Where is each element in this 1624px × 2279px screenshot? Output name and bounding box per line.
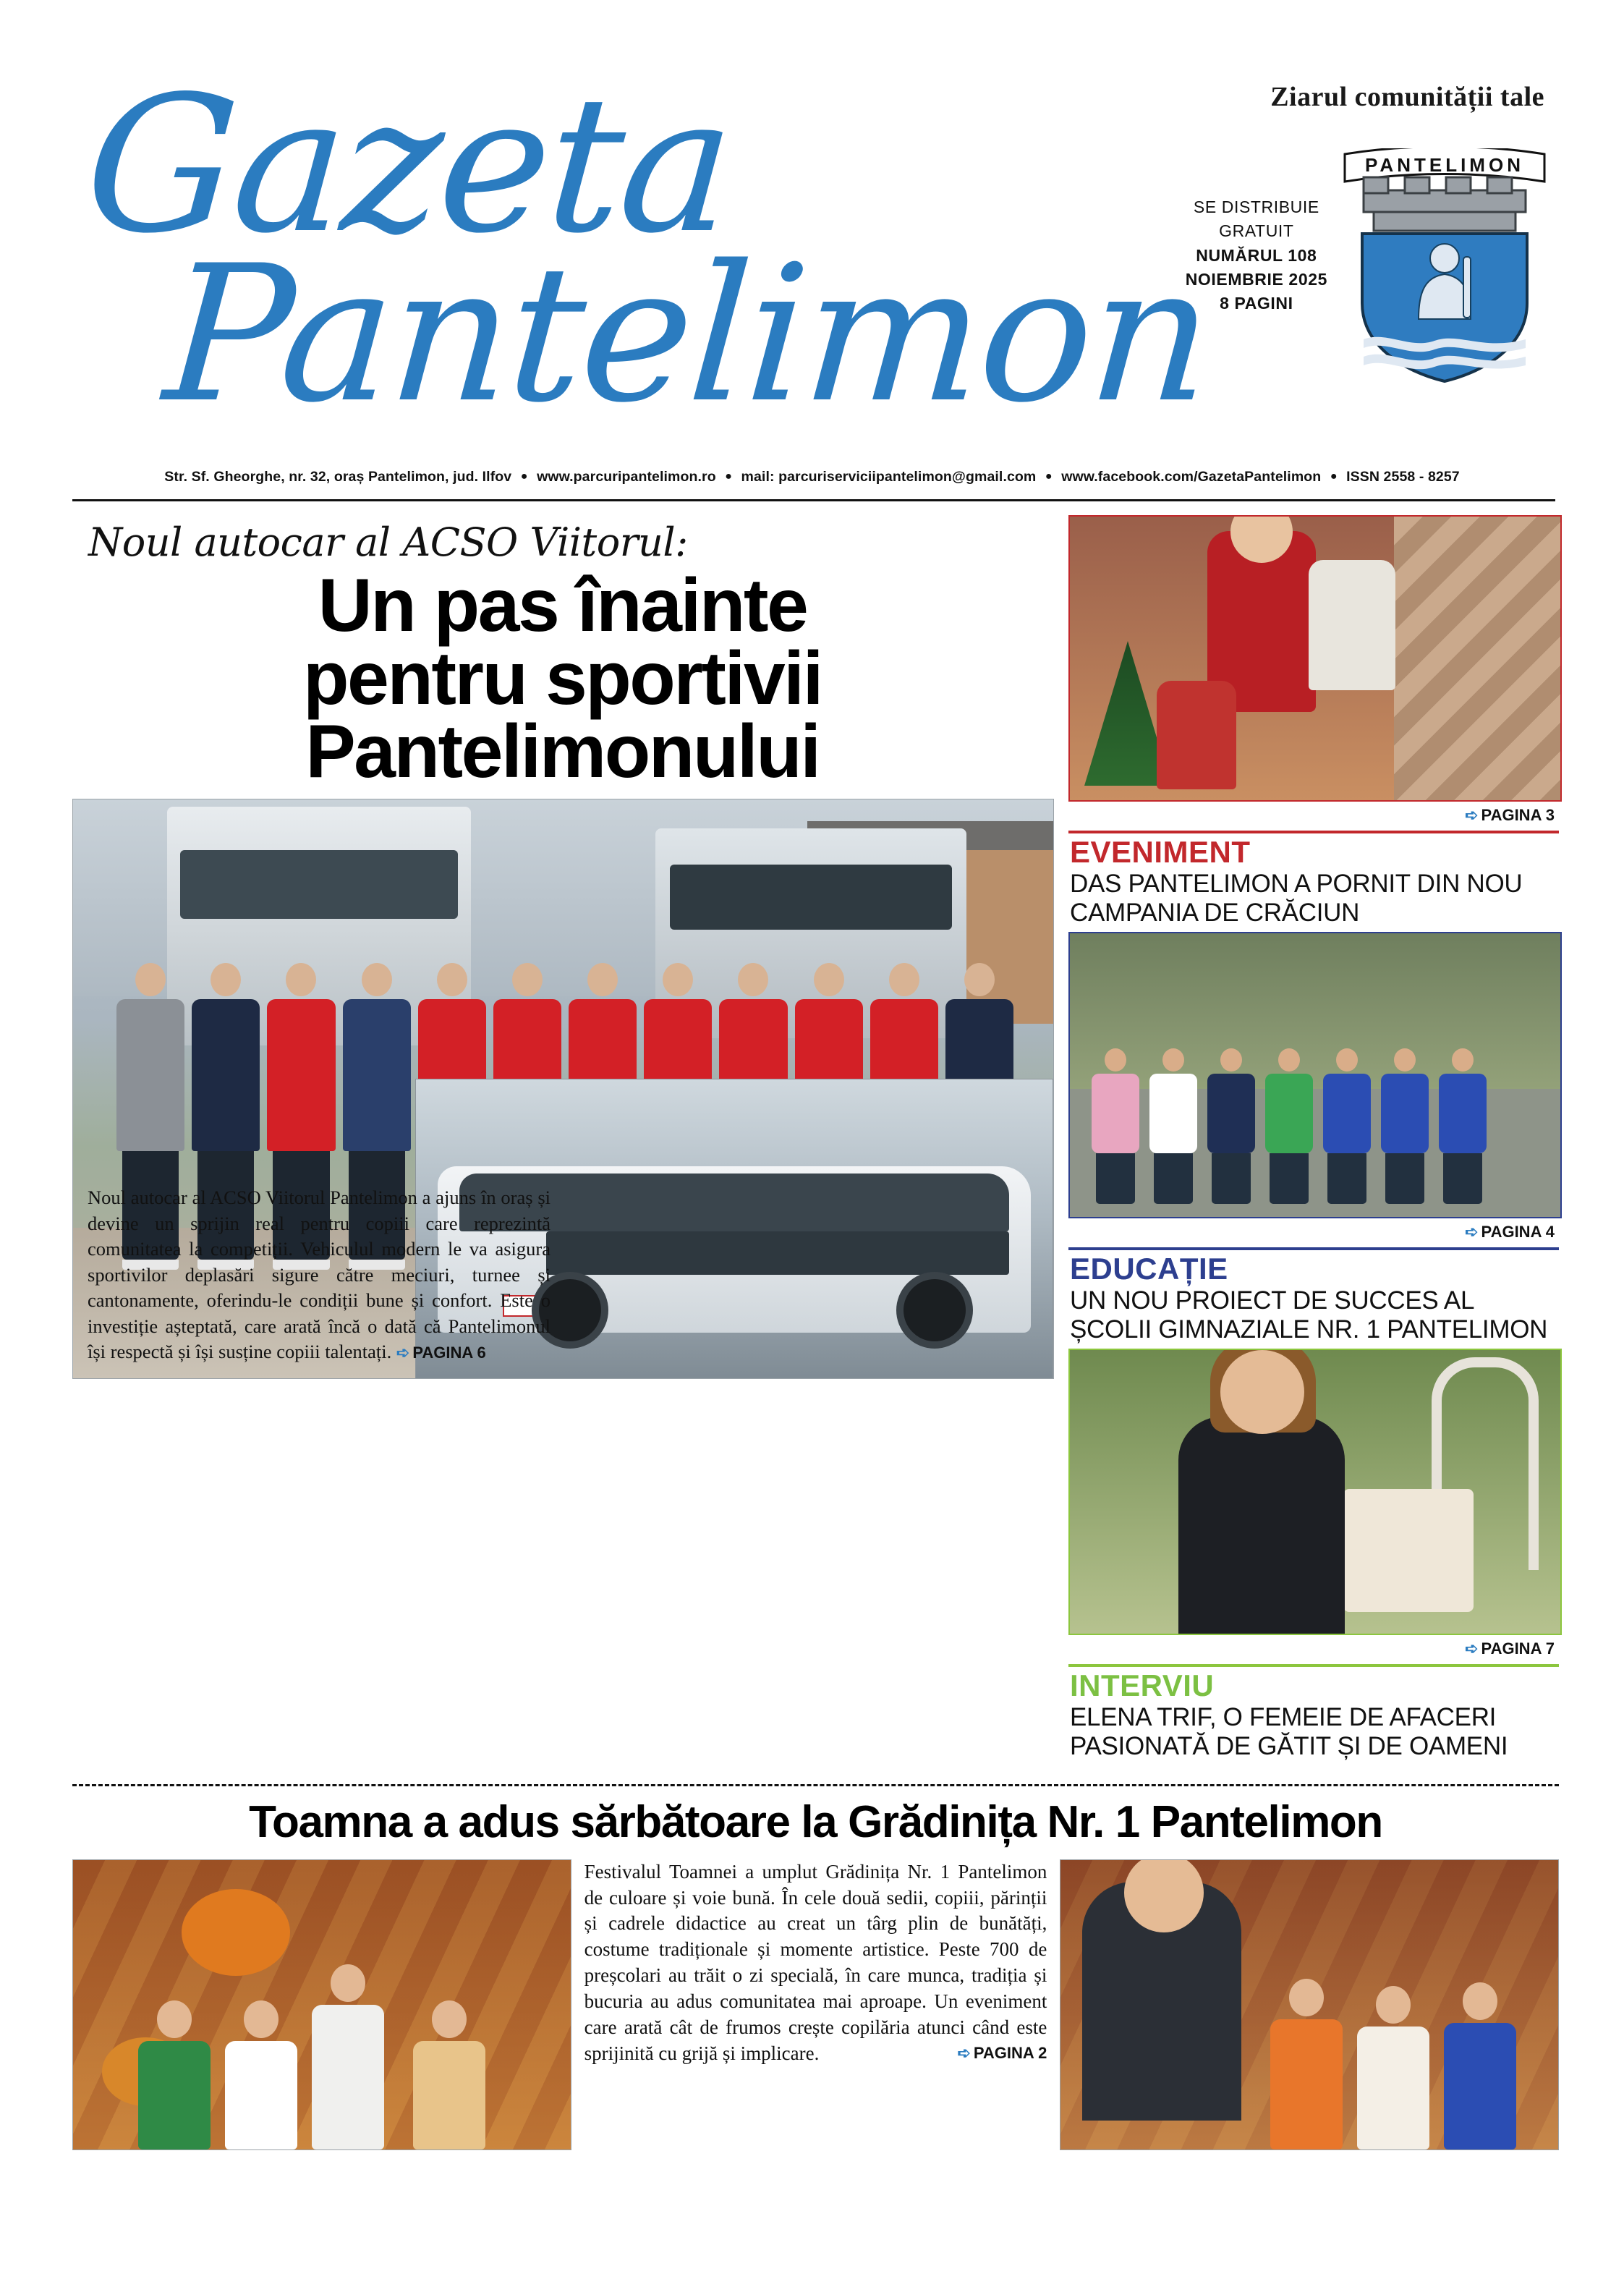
lead-page-ref[interactable]: ➪ PAGINA 6 xyxy=(396,1344,486,1362)
lead-headline-line-1: Un pas înainte xyxy=(318,564,807,648)
issue-number: NUMĂRUL 108 xyxy=(1196,245,1317,265)
teaser-1-page-ref[interactable]: ➪ PAGINA 3 xyxy=(1465,806,1555,824)
teaser-2-rule xyxy=(1068,1247,1559,1250)
teaser-interviu[interactable] xyxy=(1068,1349,1559,1761)
teaser-2-page-ref[interactable]: ➪ PAGINA 4 xyxy=(1465,1222,1555,1241)
teaser-3-category: INTERVIU xyxy=(1070,1668,1215,1702)
bottom-body-text: Festivalul Toamnei a umplut Grădinița Nr. 1 Pantelimon de culoare și voie bună. În cele două sedii, copiii, părinții și cadrele didactice au creat un târg plin de bunătăți, costume tradiționale și momente artistice. Peste 700 de preșcolari au trăit o zi specială, în care munca, tradiția și bucuria au adus comunitatea mai aproape. Un eveniment care arată cât de frumos crește copilăria atunci când este sprijinită cu grijă și implicare. ➪ PAGINA 2 xyxy=(584,1860,1047,2064)
contact-facebook[interactable]: www.facebook.com/GazetaPantelimon xyxy=(1061,469,1322,485)
coat-of-arms-label: PANTELIMON xyxy=(1365,154,1524,176)
newspaper-logo xyxy=(72,56,1317,449)
lead-headline xyxy=(72,564,1053,794)
logo-line-two: Pantelimon xyxy=(158,226,1217,445)
issue-info xyxy=(1186,195,1327,316)
teaser-1-category: EVENIMENT xyxy=(1070,835,1251,869)
bottom-page-ref[interactable]: ➪ PAGINA 2 xyxy=(957,2043,1047,2062)
teaser-3-title: ELENA TRIF, O FEMEIE DE AFACERI PASIONATĂ DE GĂTIT ȘI DE OAMENI xyxy=(1070,1702,1508,1760)
teaser-1-photo xyxy=(1068,515,1562,802)
teaser-2-category: EDUCAȚIE xyxy=(1070,1251,1228,1286)
teaser-1-rule xyxy=(1068,831,1559,833)
bullet-icon-2: ● xyxy=(725,470,733,483)
lead-photo-team xyxy=(72,799,1054,1379)
lead-headline-line-2: pentru sportivii xyxy=(303,636,822,721)
teaser-eveniment[interactable] xyxy=(1068,515,1559,928)
lead-kicker: Noul autocar al ACSO Viitorul: xyxy=(88,519,688,565)
issue-distribution: SE DISTRIBUIE xyxy=(1193,198,1319,216)
arrow-icon-bottom: ➪ xyxy=(957,2043,971,2062)
arrow-icon-t2: ➪ xyxy=(1465,1222,1479,1241)
arrow-icon-lead: ➪ xyxy=(396,1344,410,1362)
bottom-photo-left xyxy=(72,1859,571,2150)
lead-headline-line-3: Pantelimonului xyxy=(305,709,820,794)
teaser-3-rule xyxy=(1068,1664,1559,1667)
teaser-1-title: DAS PANTELIMON A PORNIT DIN NOU CAMPANIA DE CRĂCIUN xyxy=(1070,870,1523,927)
issue-date: NOIEMBRIE 2025 xyxy=(1185,270,1327,289)
teaser-2-photo xyxy=(1068,932,1562,1218)
logo-line-one: Gazeta xyxy=(79,56,738,275)
teaser-3-page-ref[interactable]: ➪ PAGINA 7 xyxy=(1465,1639,1555,1658)
contact-address: Str. Sf. Gheorghe, nr. 32, oraș Pantelimon, jud. Ilfov xyxy=(164,469,512,485)
coat-of-arms-icon xyxy=(1329,148,1560,387)
arrow-icon-t3: ➪ xyxy=(1465,1639,1479,1658)
contact-bar xyxy=(0,469,1624,485)
bottom-headline: Toamna a adus sărbătoare la Grădinița Nr. 1 Pantelimon xyxy=(249,1796,1382,1847)
teaser-educatie[interactable] xyxy=(1068,932,1559,1344)
masthead xyxy=(0,0,1624,485)
teaser-column xyxy=(1068,515,1559,1765)
section-divider xyxy=(72,1784,1559,1786)
teaser-2-title: UN NOU PROIECT DE SUCCES AL ȘCOLII GIMNAZIALE NR. 1 PANTELIMON xyxy=(1070,1286,1548,1344)
main-content xyxy=(72,515,1559,2150)
bottom-photo-right xyxy=(1060,1859,1559,2150)
arrow-icon-t1: ➪ xyxy=(1465,806,1479,824)
contact-issn: ISSN 2558 - 8257 xyxy=(1346,469,1460,485)
tagline: Ziarul comunității tale xyxy=(1270,82,1544,112)
lead-body-text: Noul autocar al ACSO Viitorul Pantelimon a ajuns în oraș și devine un sprijin real pentru copiii care reprezintă comunitatea la competiții. Vehiculul modern le va asigura sportivilor deplasări sigure către meciuri, turnee și cantonamente, oferindu-le condiții bune și confort. Este o investiție așteptată, care arată încă o dată că Pantelimonul își respectă și își susține copiii talentați. ➪ PAGINA 6 xyxy=(88,1187,550,1363)
bottom-story xyxy=(72,1859,1559,2150)
bullet-icon-4: ● xyxy=(1330,470,1338,483)
contact-mail[interactable]: mail: parcuriserviciipantelimon@gmail.com xyxy=(741,469,1037,485)
teaser-3-photo xyxy=(1068,1349,1562,1635)
issue-free: GRATUIT xyxy=(1219,221,1294,241)
header-divider xyxy=(72,499,1555,501)
contact-web[interactable]: www.parcuripantelimon.ro xyxy=(537,469,716,485)
bullet-icon-1: ● xyxy=(520,470,528,483)
bullet-icon-3: ● xyxy=(1045,470,1053,483)
lead-story xyxy=(72,515,1053,1765)
issue-pages: 8 PAGINI xyxy=(1220,294,1293,313)
